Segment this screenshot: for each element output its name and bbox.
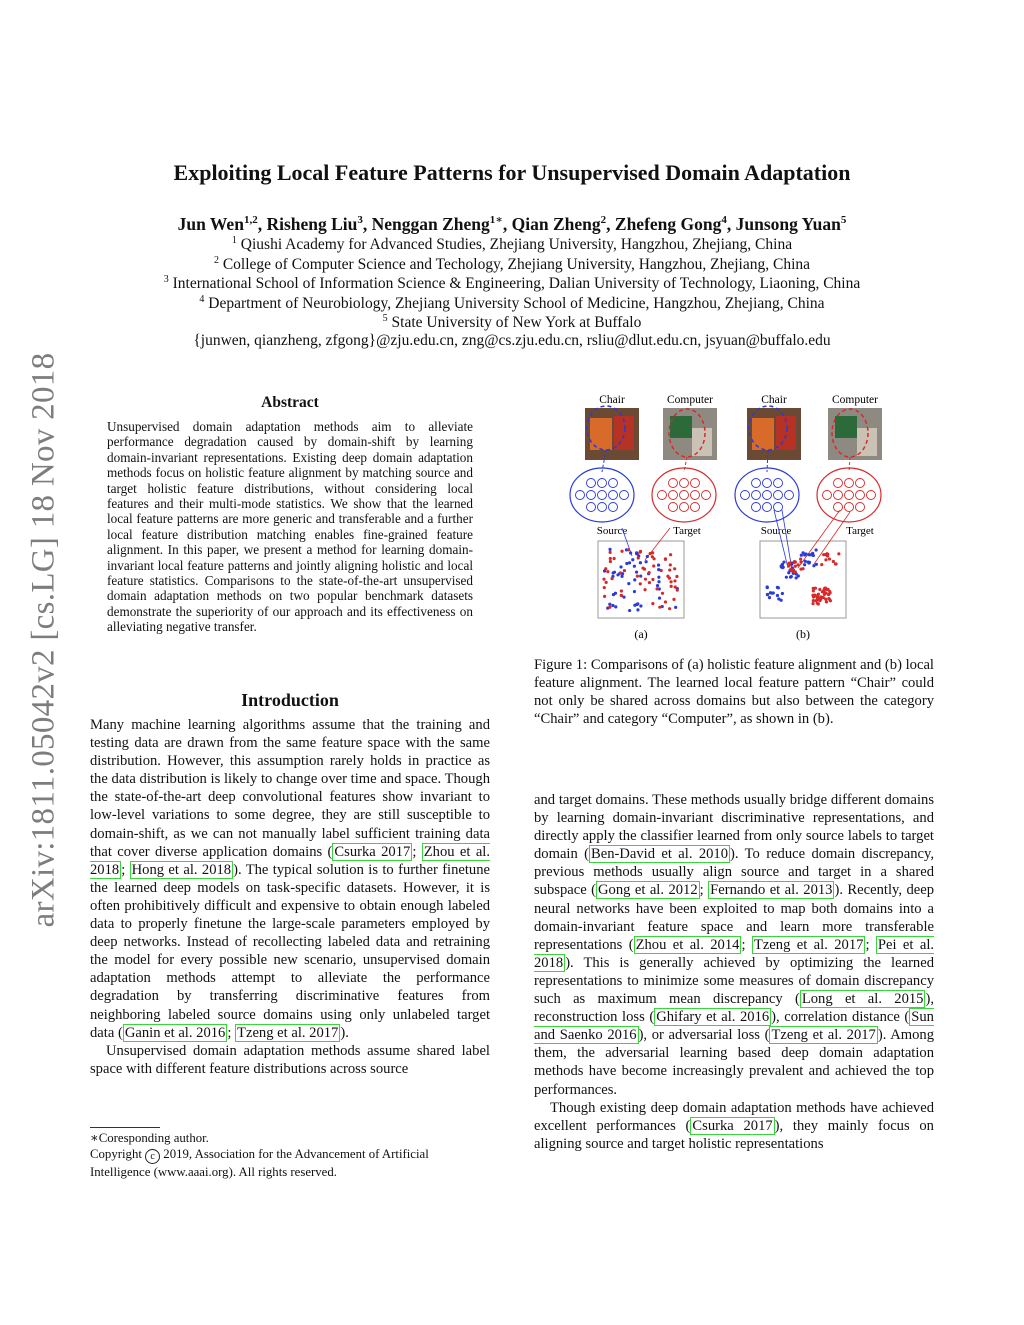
label-chair-a: Chair bbox=[599, 394, 625, 406]
abstract-body: Unsupervised domain adaptation methods aim to alleviate performance degradation caused by domain-shift by learning domain-invariant representations. Existing deep domain adaptation methods focus on holistic feature alignment by matching source and target holistic feature distributions, without considering local features and their multi-mode statistics. We show that the learned local feature patterns are more generic and transferable and a further local feature distribution matching enables fine-grained feature alignment. In this paper, we present a method for learning domain-invariant local feature patterns and jointly aligning holistic and local feature statistics. Comparisons to the state-of-the-art unsupervised domain adaptation methods on two popular benchmark datasets demonstrate the superiority of our approach and its effectiveness on alleviating negative transfer. bbox=[107, 419, 473, 635]
scatter-point bbox=[795, 576, 798, 579]
scatter-point bbox=[625, 562, 628, 565]
label-computer-a: Computer bbox=[667, 394, 713, 406]
affiliation: $^4$ Department of Neurobiology, Zhejiang University School of Medicine, Hangzhou, Zhejiang, China bbox=[199, 294, 825, 313]
scatter-point bbox=[609, 557, 612, 560]
citation-link[interactable]: Gong et al. 2012 bbox=[597, 882, 698, 899]
scatter-point bbox=[669, 580, 672, 583]
scatter-point bbox=[828, 557, 831, 560]
scatter-point bbox=[834, 562, 837, 565]
scatter-point bbox=[668, 607, 671, 610]
scatter-point bbox=[669, 553, 672, 556]
feature-pattern-blob bbox=[763, 491, 772, 500]
scatter-point bbox=[812, 564, 815, 567]
scatter-point bbox=[669, 563, 672, 566]
scatter-point bbox=[676, 589, 679, 592]
feature-pattern-blob bbox=[845, 479, 854, 488]
scatter-point bbox=[623, 569, 626, 572]
feature-pattern-blob bbox=[845, 491, 854, 500]
scatter-point bbox=[769, 591, 772, 594]
feature-pattern-blob bbox=[856, 479, 865, 488]
label-computer-b: Computer bbox=[832, 394, 878, 406]
scatter-point bbox=[781, 566, 784, 569]
scatter-point bbox=[610, 577, 613, 580]
feature-pattern-blob bbox=[845, 503, 854, 512]
feature-pattern-blob bbox=[867, 491, 876, 500]
affiliation: $^5$ State University of New York at Buffalo bbox=[382, 313, 642, 332]
feature-pattern-blob bbox=[774, 491, 783, 500]
scatter-point bbox=[825, 600, 828, 603]
author: Risheng Liu$^3$, bbox=[266, 213, 372, 234]
source-feature-cluster-b bbox=[735, 468, 799, 522]
introduction-heading: Introduction bbox=[241, 690, 339, 710]
scatter-point bbox=[837, 552, 840, 555]
citation-link[interactable]: Ghifary et al. 2016 bbox=[656, 1009, 770, 1026]
feature-pattern-blob bbox=[834, 503, 843, 512]
citation-link[interactable]: Hong et al. 2018 bbox=[131, 861, 232, 878]
feature-pattern-blob bbox=[752, 491, 761, 500]
scatter-point bbox=[622, 595, 625, 598]
citation-link[interactable]: Tzeng et al. 2017 bbox=[771, 1027, 876, 1044]
scatter-point bbox=[794, 570, 797, 573]
scatter-point bbox=[781, 563, 784, 566]
scatter-point bbox=[776, 586, 779, 589]
author: Junsong Yuan$^5$ bbox=[735, 213, 847, 234]
author: Nenggan Zheng$^{1∗}$, bbox=[371, 213, 512, 234]
scatter-point bbox=[637, 556, 640, 559]
scatter-point bbox=[609, 560, 612, 563]
scatter-point bbox=[817, 602, 820, 605]
scatter-point bbox=[776, 594, 779, 597]
scatter-point bbox=[826, 552, 829, 555]
target-label-a: Target bbox=[673, 525, 701, 537]
feature-pattern-blob bbox=[752, 479, 761, 488]
scatter-point bbox=[827, 597, 830, 600]
feature-pattern-blob bbox=[856, 491, 865, 500]
scatter-point bbox=[649, 552, 652, 555]
feature-pattern-blob bbox=[609, 491, 618, 500]
photo-computer-target-b bbox=[828, 408, 882, 460]
scatter-point bbox=[799, 567, 802, 570]
scatter-point bbox=[620, 550, 623, 553]
feature-pattern-blob bbox=[834, 479, 843, 488]
paragraph: and target domains. These methods usually bridge different domains by learning domain-invariant discriminative representations, and directly apply the classifier learned from only source labels to target domain ( Ben-David et al. 2010 ). To reduce domain discrepancy, previous methods usually align source and target in a shared subspace ( Gong et al. 2012 ; Fernando et al. 2013 ). Recently, deep neural networks have been exploited to map both domains into a domain-invariant feature space and learn more transferable representations ( Zhou et al. 2014 ; Tzeng et al. 2017 ; Pei et al. 2018 ). This is generally achieved by optimizing the learned representations to minimize some measures of domain discrepancy such as maximum mean discrepancy ( Long et al. 2015 ), reconstruction loss ( Ghifary et al. 2016 ), correlation distance ( Sun and Saenko 2016 ), or adversarial loss ( Tzeng et al. 2017 ). Among them, the adversarial learning based deep domain adaptation methods have become increasingly prevalent and achieved the top performances. bbox=[534, 792, 935, 1098]
panel-b-label: (b) bbox=[796, 627, 810, 641]
paper-title: Exploiting Local Feature Patterns for Unsupervised Domain Adaptation bbox=[173, 160, 851, 185]
scatter-point bbox=[799, 557, 802, 560]
scatter-point bbox=[794, 565, 797, 568]
scatter-point bbox=[639, 561, 642, 564]
scatter-point bbox=[766, 585, 769, 588]
scatter-point bbox=[811, 552, 814, 555]
scatter-point bbox=[636, 575, 639, 578]
scatter-point bbox=[639, 574, 642, 577]
scatter-point bbox=[814, 548, 817, 551]
scatter-point bbox=[614, 605, 617, 608]
scatter-point bbox=[673, 567, 676, 570]
feature-pattern-blob bbox=[587, 491, 596, 500]
scatter-point bbox=[602, 578, 605, 581]
feature-pattern-blob bbox=[752, 503, 761, 512]
feature-pattern-blob bbox=[620, 491, 629, 500]
scatter-point bbox=[629, 551, 632, 554]
scatter-point bbox=[645, 560, 648, 563]
citation-link[interactable]: Zhou et al. 2014 bbox=[635, 936, 740, 953]
abstract-heading: Abstract bbox=[261, 394, 319, 411]
author-list bbox=[0, 213, 1024, 235]
scatter-point bbox=[672, 598, 675, 601]
scatter-point bbox=[656, 584, 659, 587]
photo-chair-source-a bbox=[585, 408, 639, 460]
scatter-point bbox=[766, 593, 769, 596]
author: Jun Wen$^{1,2}$, bbox=[177, 213, 267, 234]
scatter-point bbox=[635, 551, 638, 554]
scatter-point bbox=[768, 596, 771, 599]
scatter-point bbox=[608, 603, 611, 606]
scatter-point bbox=[603, 586, 606, 589]
target-label-b: Target bbox=[846, 525, 874, 537]
scatter-point bbox=[812, 599, 815, 602]
scatter-point bbox=[608, 606, 611, 609]
source-feature-cluster-a bbox=[570, 468, 634, 522]
scatter-point bbox=[606, 570, 609, 573]
citation-link[interactable]: Csurka 2017 bbox=[334, 843, 411, 860]
scatter-point bbox=[668, 568, 671, 571]
citation-link[interactable]: Sun and Saenko 2016 bbox=[534, 1009, 934, 1044]
scatter-point bbox=[646, 555, 649, 558]
copyright-icon: c bbox=[145, 1149, 160, 1164]
scatter-point bbox=[661, 592, 664, 595]
scatter-point bbox=[657, 580, 660, 583]
scatter-point bbox=[812, 587, 815, 590]
scatter-point bbox=[664, 600, 667, 603]
figure-1-graphic bbox=[560, 388, 910, 648]
scatter-point bbox=[655, 587, 658, 590]
scatter-point bbox=[822, 553, 825, 556]
scatter-point bbox=[777, 597, 780, 600]
feature-pattern-blob bbox=[598, 479, 607, 488]
paragraph: Many machine learning algorithms assume that the training and testing data are drawn from the same feature space with the same distribution. However, this assumption rarely holds in practice as the data distribution is likely to change over time and space. Though the state-of-the-art deep convolutional features show invariant to low-level variations to some degree, they are still susceptible to domain-shift, as we can not manually label sufficient training data that cover diverse application domains ( Csurka 2017 ; Zhou et al. 2018 ; Hong et al. 2018 ). The typical solution is to further finetune the learned deep models on task-specific datasets. However, it is often prohibitively difficult and expensive to obtain enough labeled data to properly finetune the large-scale parameters employed by deep networks. Instead of recollecting labeled data and retraining the model for every possible new scenario, unsupervised domain adaptation methods attempt to alleviate the performance degradation by transferring discriminative features from neighboring labeled source domains using only unlabeled target data ( Ganin et al. 2016 ; Tzeng et al. 2017 ). bbox=[90, 717, 491, 1041]
scatter-point bbox=[643, 588, 646, 591]
citation-link[interactable]: Ben-David et al. 2010 bbox=[591, 846, 729, 863]
source-label-a: Source bbox=[596, 525, 628, 537]
scatter-point bbox=[823, 593, 826, 596]
scatter-point bbox=[812, 595, 815, 598]
scatter-point bbox=[657, 563, 660, 566]
scatter-point bbox=[828, 591, 831, 594]
feature-pattern-blob bbox=[669, 503, 678, 512]
scatter-point bbox=[612, 593, 615, 596]
scatter-point bbox=[639, 582, 642, 585]
scatter-point bbox=[652, 557, 655, 560]
scatter-point bbox=[670, 585, 673, 588]
scatter-point bbox=[808, 553, 811, 556]
scatter-point bbox=[793, 561, 796, 564]
scatter-point bbox=[628, 561, 631, 564]
scatter-point bbox=[675, 575, 678, 578]
scatter-point bbox=[605, 581, 608, 584]
footnote bbox=[90, 1130, 490, 1180]
scatter-point bbox=[635, 571, 638, 574]
affiliation: $^1$ Qiushi Academy for Advanced Studies, Zhejiang University, Hangzhou, Zhejiang, China bbox=[231, 235, 793, 254]
feature-pattern-blob bbox=[669, 479, 678, 488]
scatter-point bbox=[613, 571, 616, 574]
feature-pattern-blob bbox=[598, 491, 607, 500]
citation-link[interactable]: Tzeng et al. 2017 bbox=[753, 936, 864, 953]
scatter-point bbox=[803, 553, 806, 556]
feature-pattern-blob bbox=[669, 491, 678, 500]
scatter-point bbox=[803, 563, 806, 566]
scatter-point bbox=[648, 571, 651, 574]
author: Qian Zheng$^2$, bbox=[511, 213, 615, 234]
source-label-b: Source bbox=[760, 525, 792, 537]
citation-link[interactable]: Long et al. 2015 bbox=[801, 991, 924, 1008]
scatter-point bbox=[609, 551, 612, 554]
scatter-point bbox=[664, 558, 667, 561]
scatter-point bbox=[603, 569, 606, 572]
scatter-point bbox=[824, 558, 827, 561]
scatter-point bbox=[627, 548, 630, 551]
citation-link[interactable]: Tzeng et al. 2017 bbox=[237, 1024, 339, 1041]
paragraph: Unsupervised domain adaptation methods assume shared label space with different feature distributions across source bbox=[90, 1042, 490, 1077]
scatter-point bbox=[674, 606, 677, 609]
target-feature-cluster-a bbox=[652, 468, 716, 522]
scatter-point bbox=[658, 606, 661, 609]
scatter-point bbox=[648, 581, 651, 584]
scatter-point bbox=[633, 578, 636, 581]
corresponding-author-note: ∗Coresponding author. bbox=[90, 1131, 209, 1145]
figure-1-caption: Figure 1: Comparisons of (a) holistic feature alignment and (b) local feature alignment. The learned local feature pattern “Chair” could not only be shared across domains but also between the category “Chair” and category “Computer”, as shown in (b). bbox=[534, 657, 934, 728]
scatter-point bbox=[636, 608, 639, 611]
citation-link[interactable]: Ganin et al. 2016 bbox=[124, 1024, 226, 1041]
label-chair-b: Chair bbox=[761, 394, 787, 406]
citation-link[interactable]: Fernando et al. 2013 bbox=[710, 882, 833, 899]
scatter-point bbox=[639, 604, 642, 607]
scatter-point bbox=[641, 567, 644, 570]
scatter-point bbox=[785, 576, 788, 579]
feature-pattern-blob bbox=[702, 491, 711, 500]
scatter-point bbox=[657, 576, 660, 579]
scatter-point bbox=[657, 568, 660, 571]
introduction-body bbox=[90, 716, 490, 1078]
scatter-point bbox=[633, 565, 636, 568]
scatter-point bbox=[818, 588, 821, 591]
scatter-point bbox=[832, 560, 835, 563]
figure-1 bbox=[560, 388, 910, 648]
photo-chair-source-b bbox=[747, 408, 801, 460]
photo-computer-target-a bbox=[663, 408, 717, 460]
scatter-point bbox=[611, 604, 614, 607]
feature-pattern-blob bbox=[763, 503, 772, 512]
arxiv-id: arXiv:1811.05042v2 [cs.LG] 18 Nov 2018 bbox=[25, 352, 62, 928]
feature-pattern-blob bbox=[587, 503, 596, 512]
scatter-point bbox=[824, 587, 827, 590]
scatter-point bbox=[608, 548, 611, 551]
scatter-point bbox=[781, 592, 784, 595]
scatter-point bbox=[633, 604, 636, 607]
scatter-point bbox=[613, 557, 616, 560]
scatter-point bbox=[619, 565, 622, 568]
scatter-point bbox=[644, 578, 647, 581]
scatter-point bbox=[787, 564, 790, 567]
feature-pattern-blob bbox=[741, 491, 750, 500]
mapping-lines bbox=[602, 450, 850, 472]
feature-pattern-blob bbox=[691, 491, 700, 500]
feature-pattern-blob bbox=[576, 491, 585, 500]
feature-pattern-blob bbox=[691, 503, 700, 512]
feature-pattern-blob bbox=[609, 503, 618, 512]
panel-a-label: (a) bbox=[634, 627, 648, 641]
scatter-point bbox=[674, 585, 677, 588]
affiliation: $^2$ College of Computer Science and Techology, Zhejiang University, Hangzhou, Zhejiang, China bbox=[213, 255, 811, 274]
feature-pattern-blob bbox=[680, 503, 689, 512]
citation-link[interactable]: Zhou et al. 2018 bbox=[90, 843, 490, 878]
author: Zhefeng Gong$^4$, bbox=[614, 213, 736, 234]
scatter-point bbox=[789, 575, 792, 578]
scatter-point bbox=[603, 595, 606, 598]
scatter-point bbox=[628, 609, 631, 612]
scatter-point bbox=[658, 596, 661, 599]
scatter-point bbox=[652, 564, 655, 567]
scatter-point bbox=[804, 560, 807, 563]
scatter-point bbox=[620, 594, 623, 597]
feature-pattern-blob bbox=[587, 479, 596, 488]
feature-pattern-blob bbox=[834, 491, 843, 500]
feature-pattern-blob bbox=[856, 503, 865, 512]
scatter-point bbox=[619, 571, 622, 574]
affiliation: $^3$ International School of Information Science & Engineering, Dalian University of Technology, Liaoning, China bbox=[163, 274, 861, 293]
scatter-point bbox=[772, 591, 775, 594]
citation-link[interactable]: Pei et al. 2018 bbox=[534, 936, 935, 971]
feature-pattern-blob bbox=[823, 491, 832, 500]
feature-pattern-blob bbox=[774, 503, 783, 512]
scatter-point bbox=[811, 602, 814, 605]
feature-pattern-blob bbox=[680, 479, 689, 488]
scatter-point bbox=[824, 597, 827, 600]
scatter-point bbox=[820, 563, 823, 566]
feature-pattern-blob bbox=[774, 479, 783, 488]
feature-pattern-blob bbox=[763, 479, 772, 488]
scatter-point bbox=[639, 551, 642, 554]
footnote-rule bbox=[90, 1127, 160, 1128]
scatter-point bbox=[633, 590, 636, 593]
scatter-point bbox=[796, 563, 799, 566]
right-column-body bbox=[534, 791, 934, 1153]
scatter-point bbox=[807, 561, 810, 564]
paragraph: Though existing deep domain adaptation methods have achieved excellent performances ( Csurka 2017 ), they mainly focus on aligning source and target holistic representations bbox=[534, 1099, 934, 1152]
arxiv-sidebar-stamp bbox=[24, 330, 64, 950]
scatter-point bbox=[673, 579, 676, 582]
scatter-point bbox=[816, 594, 819, 597]
scatter-point bbox=[789, 568, 792, 571]
citation-link[interactable]: Csurka 2017 bbox=[692, 1117, 773, 1134]
scatter-point bbox=[627, 582, 630, 585]
scatter-point bbox=[651, 578, 654, 581]
feature-pattern-blob bbox=[680, 491, 689, 500]
copyright-notice: Copyright c 2019, Association for the Advancement of Artificial Intelligence (www.aaai.org). All rights reserved. bbox=[90, 1147, 429, 1180]
scatter-point bbox=[631, 558, 634, 561]
scatter-point bbox=[666, 575, 669, 578]
feature-pattern-blob bbox=[785, 491, 794, 500]
scatter-point bbox=[799, 560, 802, 563]
scatter-point bbox=[620, 589, 623, 592]
author-emails: {junwen, qianzheng, zfgong}@zju.edu.cn, zng@cs.zju.edu.cn, rsliu@dlut.edu.cn, jsyuan@buffalo.edu bbox=[193, 332, 831, 349]
feature-pattern-blob bbox=[609, 479, 618, 488]
scatter-point bbox=[651, 602, 654, 605]
feature-pattern-blob bbox=[658, 491, 667, 500]
feature-pattern-blob bbox=[598, 503, 607, 512]
feature-pattern-blob bbox=[691, 479, 700, 488]
